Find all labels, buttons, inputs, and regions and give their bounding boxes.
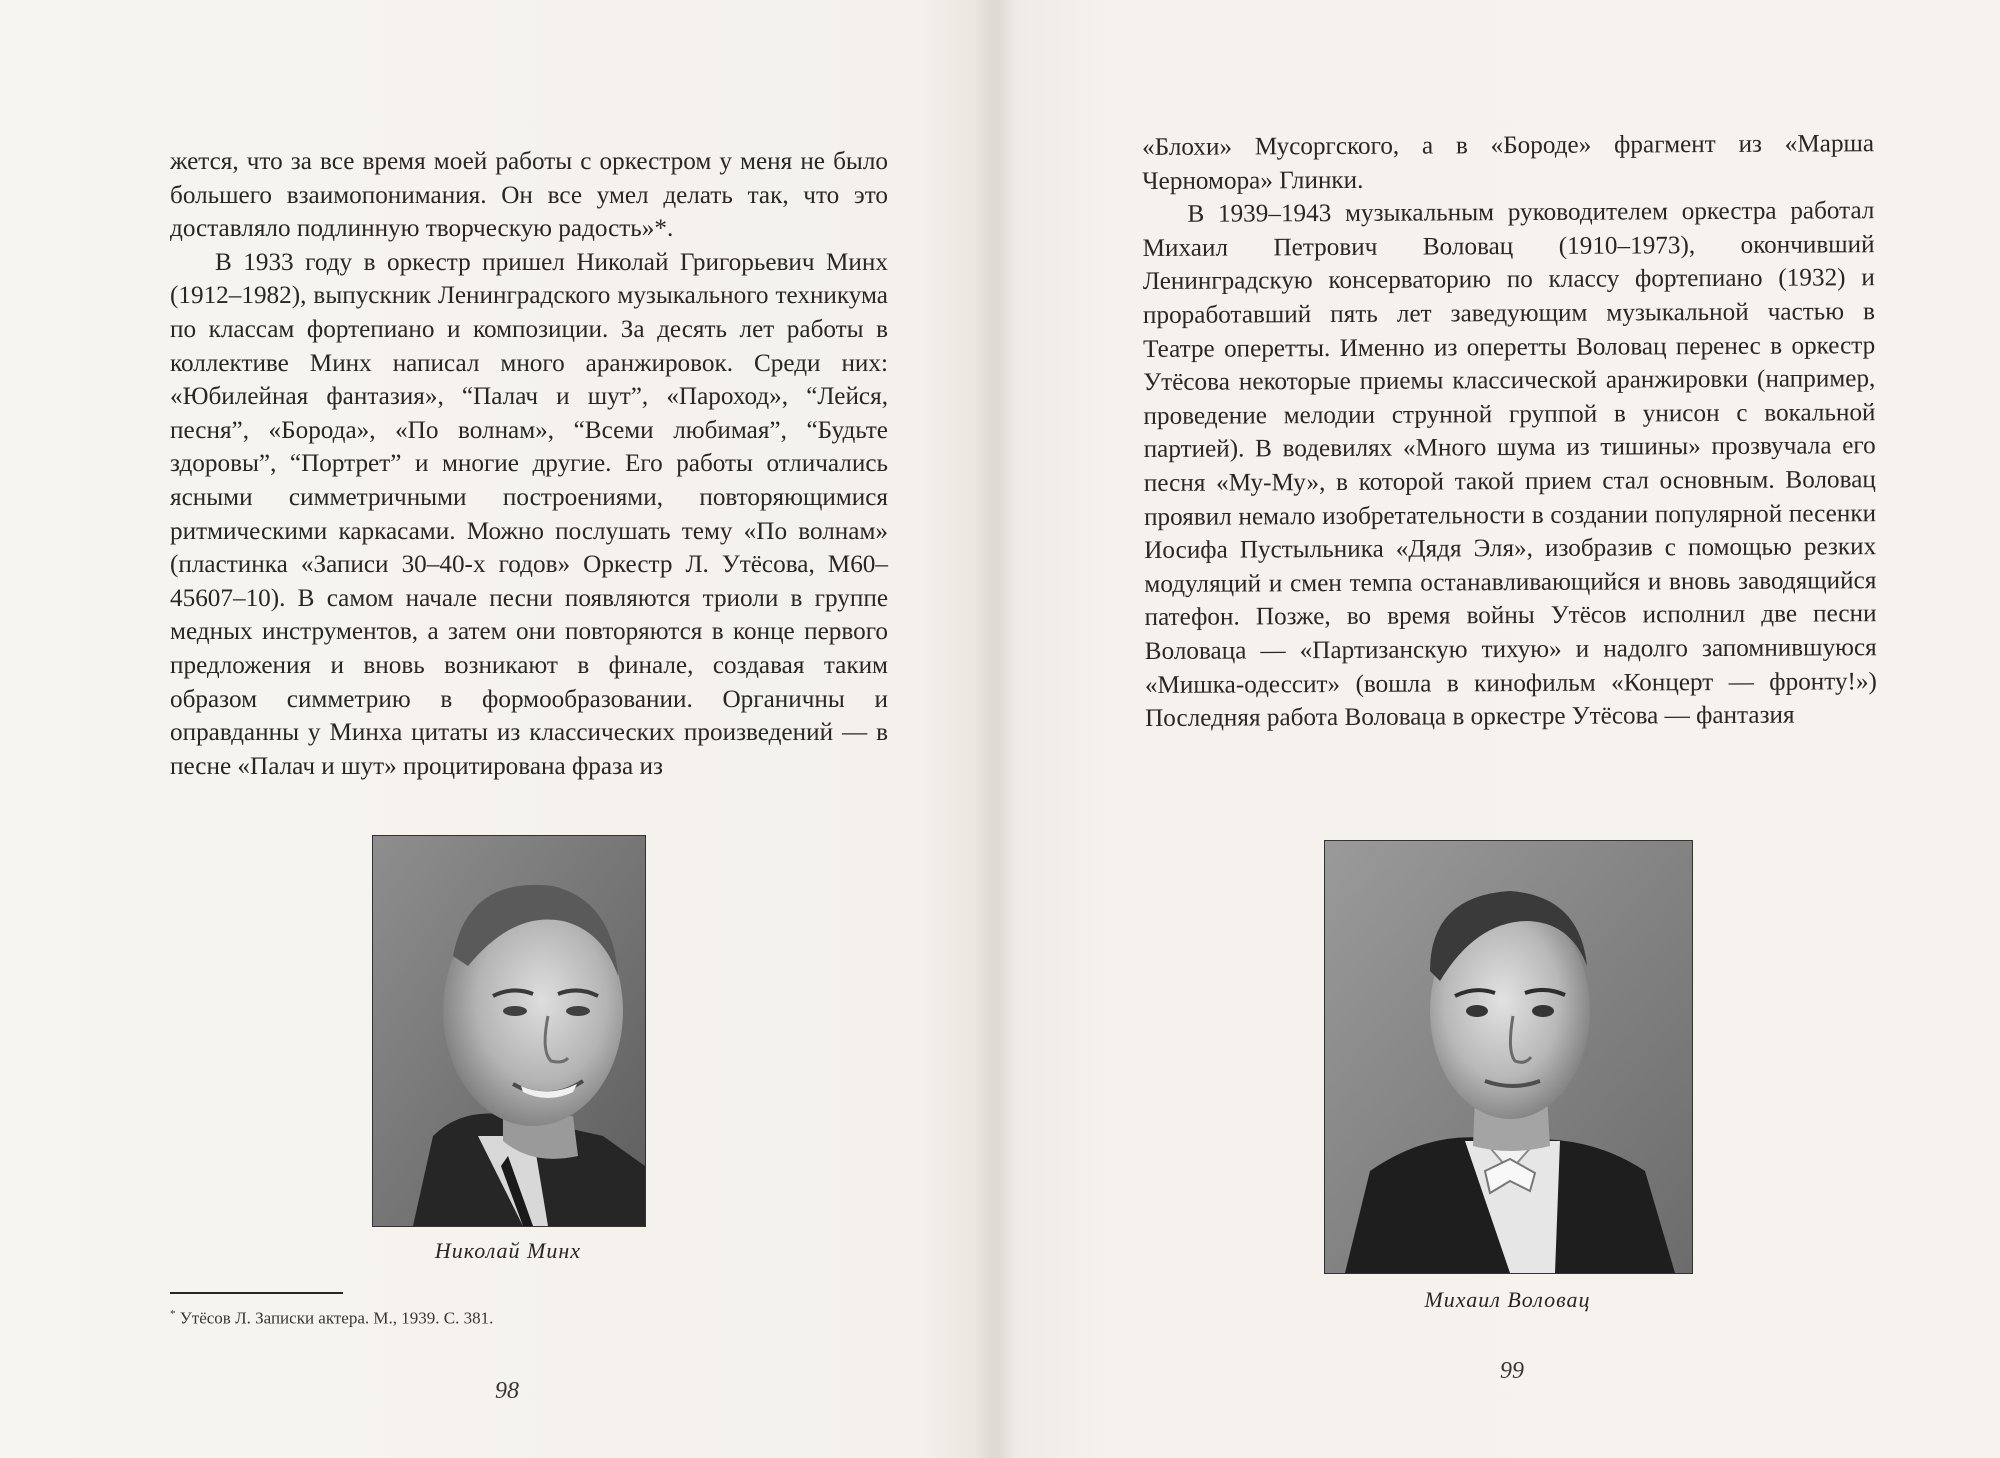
right-page-text bbox=[1142, 127, 1877, 736]
paragraph: жется, что за все время моей работы с оркестром у меня не было большего взаимопонимания. Он все умел делать так, что это доставляло подлинную творческую радость»*. bbox=[170, 148, 888, 243]
portrait-photo-volovats bbox=[1324, 840, 1693, 1274]
footnote-mark: * bbox=[170, 1308, 176, 1320]
left-page-text bbox=[170, 145, 888, 783]
right-page bbox=[1005, 0, 2000, 1458]
photo-caption: Михаил Воловац bbox=[1424, 1287, 1591, 1312]
portrait-photo-minkh bbox=[372, 835, 646, 1227]
paragraph: В 1939–1943 музыкальным руководителем оркестра работал Михаил Петрович Воловац (1910–1973), окончивший Ленинградскую консерваторию по классу фортепиано (1932) и проработавший пять лет заведующим музыкальной частью в Театре оперетты. Именно из оперетты Воловац перенес в оркестр Утёсова некоторые приемы классической аранжировки (например, проведение мелодии струнной группой в унисон с вокальной партией). В водевилях «Много шума из тишины» прозвучала его песня «Му-Му», в которой такой прием стал основным. Воловац проявил немало изобретательности в создании популярной песенки Иосифа Пустыльника «Дядя Эля», изобразив с помощью резких модуляций и смен темпа останавливающийся и вновь заводящийся патефон. Позже, во время войны Утёсов исполнил две песни Воловаца — «Партизанскую тихую» и надолго запомнившуюся «Мишка-одессит» (вошла в кинофильм «Концерт — фронту!») Последняя работа Воловаца в оркестре Утёсова — фантазия bbox=[1142, 197, 1877, 733]
page-number: 98 bbox=[495, 1378, 519, 1404]
left-page bbox=[0, 0, 985, 1458]
photo-caption: Николай Минх bbox=[434, 1238, 582, 1263]
paragraph: В 1933 году в оркестр пришел Николай Григорьевич Минх (1912–1982), выпускник Ленинградского музыкального техникума по классам фортепиано и композиции. За десять лет работы в коллективе Минх написал много аранжировок. Среди них: «Юбилейная фантазия», “Палач и шут”, «Пароход», “Лейся, песня”, «Борода», «По волнам», “Всеми любимая”, “Будьте здоровы”, “Портрет” и многие другие. Его работы отличались ясными симметричными построениями, повторяющимися ритмическими каркасами. Можно послушать тему «По волнам» (пластинка «Записи 30–40-х годов» Оркестр Л. Утёсова, М60–45607–10). В самом начале песни появляются триоли в группе медных инструментов, а затем они повторяются в конце первого предложения и вновь возникают в финале, создавая таким образом симметрию в формообразовании. Органичны и оправданны у Минха цитаты из классических произведений — в песне «Палач и шут» процитирована фраза из bbox=[170, 248, 888, 780]
paragraph: «Блохи» Мусоргского, а в «Бороде» фрагмент из «Марша Черномора» Глинки. bbox=[1142, 130, 1875, 195]
footnote-text: Утёсов Л. Записки актера. М., 1939. С. 381. bbox=[179, 1308, 494, 1328]
page-number: 99 bbox=[1500, 1358, 1524, 1384]
footnote-rule bbox=[170, 1292, 343, 1294]
footnote bbox=[170, 1308, 493, 1329]
